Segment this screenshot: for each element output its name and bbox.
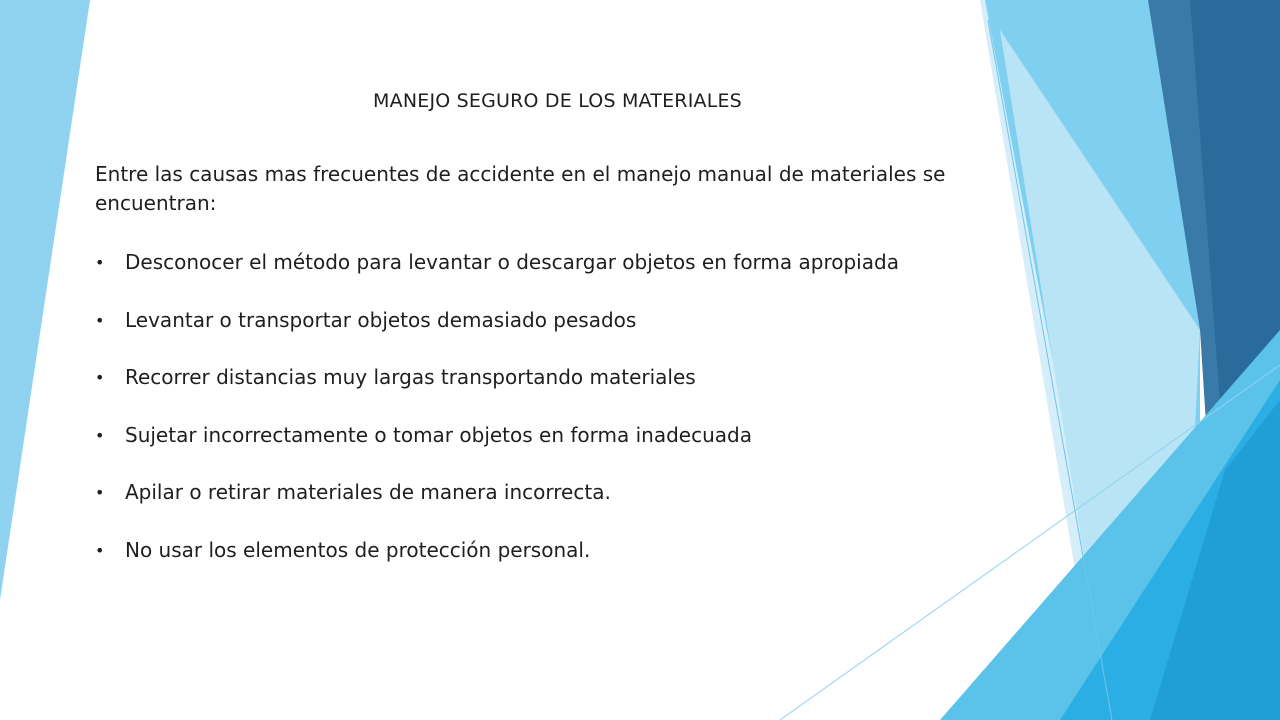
bullet-icon: •	[95, 253, 105, 272]
list-item-text: No usar los elementos de protección personal.	[125, 537, 591, 562]
list-item-text: Sujetar incorrectamente o tomar objetos en forma inadecuada	[125, 422, 752, 447]
cause-list	[95, 248, 995, 594]
list-item	[95, 248, 995, 277]
bullet-icon: •	[95, 425, 105, 445]
intro-paragraph: Entre las causas mas frecuentes de accidente en el manejo manual de materiales se encuentran:	[95, 162, 946, 215]
list-item	[95, 306, 995, 335]
slide-title: MANEJO SEGURO DE LOS MATERIALES	[373, 90, 742, 112]
left-wedge-shape	[0, 0, 90, 600]
list-item-text: Desconocer el método para levantar o descargar objetos en forma apropiada	[125, 250, 899, 274]
list-item-text: Levantar o transportar objetos demasiado pesados	[125, 307, 637, 332]
list-item	[95, 363, 995, 392]
list-item-text: Apilar o retirar materiales de manera incorrecta.	[125, 480, 611, 505]
list-item	[95, 478, 995, 507]
bullet-icon: •	[95, 483, 105, 503]
bullet-icon: •	[95, 310, 105, 330]
list-item	[95, 421, 995, 450]
bullet-icon: •	[95, 368, 105, 388]
list-item	[95, 536, 995, 565]
list-item-text: Recorrer distancias muy largas transportando materiales	[125, 365, 696, 390]
bullet-icon: •	[95, 540, 105, 560]
